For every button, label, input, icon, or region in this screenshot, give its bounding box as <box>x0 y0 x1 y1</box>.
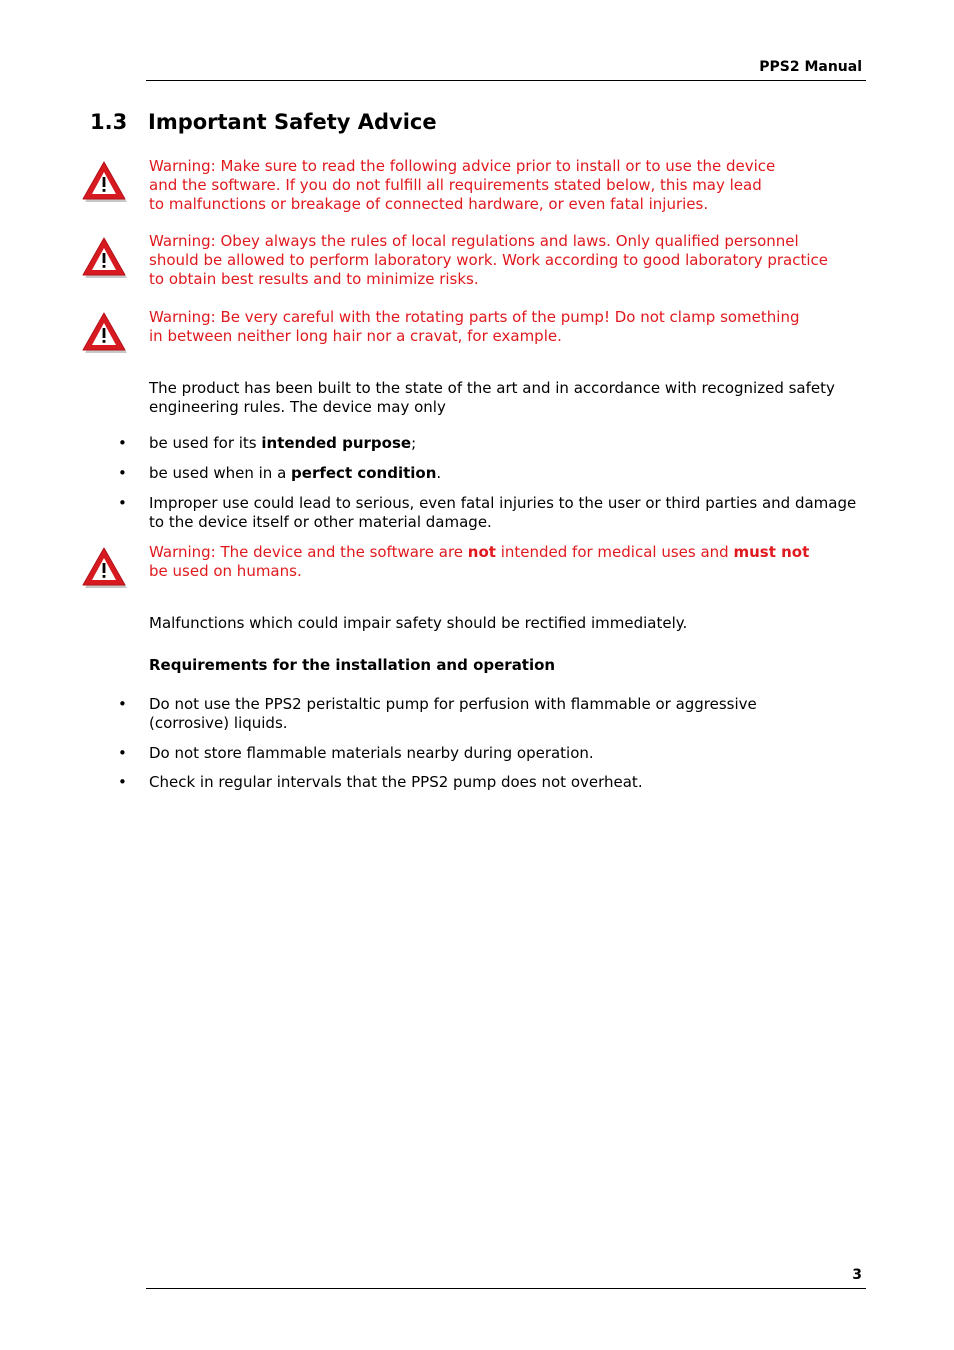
intro-line: The product has been built to the state of the art and in accordance with recognized safety <box>149 379 835 397</box>
list-item-line: (corrosive) liquids. <box>149 714 288 732</box>
section-title: Important Safety Advice <box>148 110 437 134</box>
warning-4-line: be used on humans. <box>149 562 302 580</box>
warning-3-line: Warning: Be very careful with the rotating parts of the pump! Do not clamp something <box>149 308 800 326</box>
warning-4-emphasis: not <box>467 543 496 561</box>
list-item-text: . <box>436 464 442 482</box>
list-item <box>149 773 643 792</box>
bullet-marker: • <box>118 773 127 791</box>
list-item <box>149 464 441 483</box>
warning-4-text: Warning: The device and the software are <box>149 543 468 561</box>
warning-triangle-icon <box>80 236 128 280</box>
warning-1-line: to malfunctions or breakage of connected hardware, or even fatal injuries. <box>149 195 709 213</box>
list-item-text: be used when in a <box>149 464 292 482</box>
warning-3 <box>149 308 800 346</box>
warning-2 <box>149 232 828 289</box>
warning-1 <box>149 157 775 214</box>
header-title: PPS2 Manual <box>759 59 862 75</box>
list-item <box>149 695 757 733</box>
footer-rule <box>146 1288 866 1289</box>
list-item-line: to the device itself or other material damage. <box>149 513 492 531</box>
list-item-text: ; <box>411 434 417 452</box>
warning-2-line: to obtain best results and to minimize risks. <box>149 270 479 288</box>
warning-triangle-icon <box>80 160 128 204</box>
warning-4 <box>149 543 809 581</box>
warning-1-line: Warning: Make sure to read the following advice prior to install or to use the device <box>149 157 776 175</box>
bullet-marker: • <box>118 695 127 713</box>
warning-4-line <box>149 543 809 562</box>
warning-4-emphasis: must not <box>733 543 810 561</box>
list-item-line: Do not store flammable materials nearby during operation. <box>149 744 594 762</box>
section-number: 1.3 <box>90 110 128 134</box>
list-item-line: Do not use the PPS2 peristaltic pump for perfusion with flammable or aggressive <box>149 695 757 713</box>
list-item-text: be used for its <box>149 434 262 452</box>
page-number: 3 <box>852 1267 862 1283</box>
malfunction-paragraph: Malfunctions which could impair safety should be rectified immediately. <box>149 614 688 632</box>
warning-1-line: and the software. If you do not fulfill all requirements stated below, this may lead <box>149 176 762 194</box>
section-heading <box>90 110 437 134</box>
list-item <box>149 744 594 763</box>
list-item-emphasis: intended purpose <box>261 434 412 452</box>
bullet-marker: • <box>118 744 127 762</box>
list-item-line: Improper use could lead to serious, even fatal injuries to the user or third parties and damage <box>149 494 857 512</box>
list-item <box>149 434 416 453</box>
bullet-marker: • <box>118 434 127 452</box>
warning-2-line: should be allowed to perform laboratory work. Work according to good laboratory practice <box>149 251 829 269</box>
warning-triangle-icon <box>80 546 128 590</box>
header-rule <box>146 80 866 81</box>
warning-triangle-icon <box>80 311 128 355</box>
warning-3-line: in between neither long hair nor a cravat, for example. <box>149 327 562 345</box>
list-item-emphasis: perfect condition <box>291 464 437 482</box>
warning-4-text: intended for medical uses and <box>495 543 734 561</box>
intro-paragraph <box>149 379 835 417</box>
list-item-line: Check in regular intervals that the PPS2 pump does not overheat. <box>149 773 643 791</box>
requirements-heading: Requirements for the installation and operation <box>149 656 556 674</box>
intro-line: engineering rules. The device may only <box>149 398 446 416</box>
bullet-marker: • <box>118 494 127 512</box>
warning-2-line: Warning: Obey always the rules of local regulations and laws. Only qualified personnel <box>149 232 799 250</box>
bullet-marker: • <box>118 464 127 482</box>
list-item <box>149 494 856 532</box>
